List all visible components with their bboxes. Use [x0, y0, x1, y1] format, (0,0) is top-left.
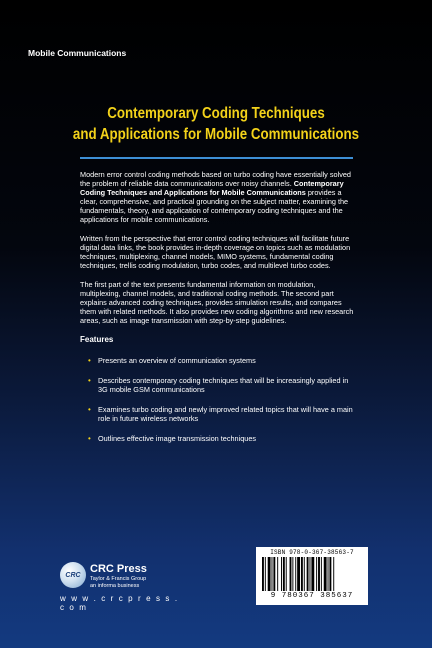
series-name: Mobile Communications	[28, 48, 127, 58]
description-paragraph-2: Written from the perspective that error control coding techniques will facilitate future digital data links, the book provides in-depth coverage on topics such as modulation techniques, multiplexing, channel models, MIMO systems, fundamental coding techniques, trellis coding modulation, turbo codes, and multilevel turbo codes.	[80, 234, 351, 270]
p1-book-title: Contemporary Coding Techniques and Applications for Mobile Communications	[80, 179, 344, 197]
feature-item	[88, 434, 356, 443]
publisher-group: Taylor & Francis Group	[90, 576, 147, 582]
isbn-barcode	[256, 547, 368, 605]
bullet-icon: •	[88, 434, 91, 443]
book-title	[30, 103, 402, 145]
publisher-tagline: an informa business	[90, 583, 140, 589]
bullet-icon: •	[88, 376, 91, 385]
feature-text: Presents an overview of communication systems	[98, 356, 256, 365]
description	[80, 170, 356, 454]
feature-text: Outlines effective image transmission techniques	[98, 434, 257, 443]
barcode-icon	[260, 557, 364, 591]
feature-item	[88, 356, 356, 365]
feature-item	[88, 405, 356, 423]
publisher-url: w w w . c r c p r e s s . c o m	[60, 594, 179, 612]
feature-text: Describes contemporary coding techniques that will be increasingly applied in 3G mobile GSM communications	[98, 376, 349, 394]
feature-item	[88, 376, 356, 394]
publisher-block	[60, 562, 180, 612]
barcode-number: 9 780367 385637	[270, 592, 354, 600]
isbn-label: ISBN 978-0-367-38563-7	[270, 549, 354, 556]
p1-text-start: Modern error control coding methods based on turbo coding have essentially solved the problem of reliable data communications over noisy channels.	[80, 170, 351, 188]
p1-text-end: provides a clear, comprehensive, and practical grounding on the subject matter, examining the fundamentals, theory, and application of contemporary coding techniques and the applications for mobile communications.	[80, 188, 349, 224]
crc-logo-icon: CRC	[60, 562, 86, 588]
description-paragraph-1	[80, 170, 356, 224]
features-heading: Features	[80, 335, 114, 344]
features-list	[80, 356, 356, 443]
description-paragraph-3: The first part of the text presents fundamental information on modulation, multiplexing, channel models, and traditional coding methods. The second part explains advanced coding techniques, provides simulation results, and compares them with related methods. It also provides new coding algorithms and new research areas, such as image transmission with step-by-step guidelines.	[80, 280, 354, 325]
bullet-icon: •	[88, 356, 91, 365]
bullet-icon: •	[88, 405, 91, 414]
title-line-2: and Applications for Mobile Communications	[72, 126, 360, 143]
publisher-name: CRC Press	[90, 563, 147, 575]
title-line-1: Contemporary Coding Techniques	[107, 105, 325, 122]
feature-text: Examines turbo coding and newly improved related topics that will have a main role in future wireless networks	[98, 405, 353, 423]
title-divider	[80, 157, 353, 159]
